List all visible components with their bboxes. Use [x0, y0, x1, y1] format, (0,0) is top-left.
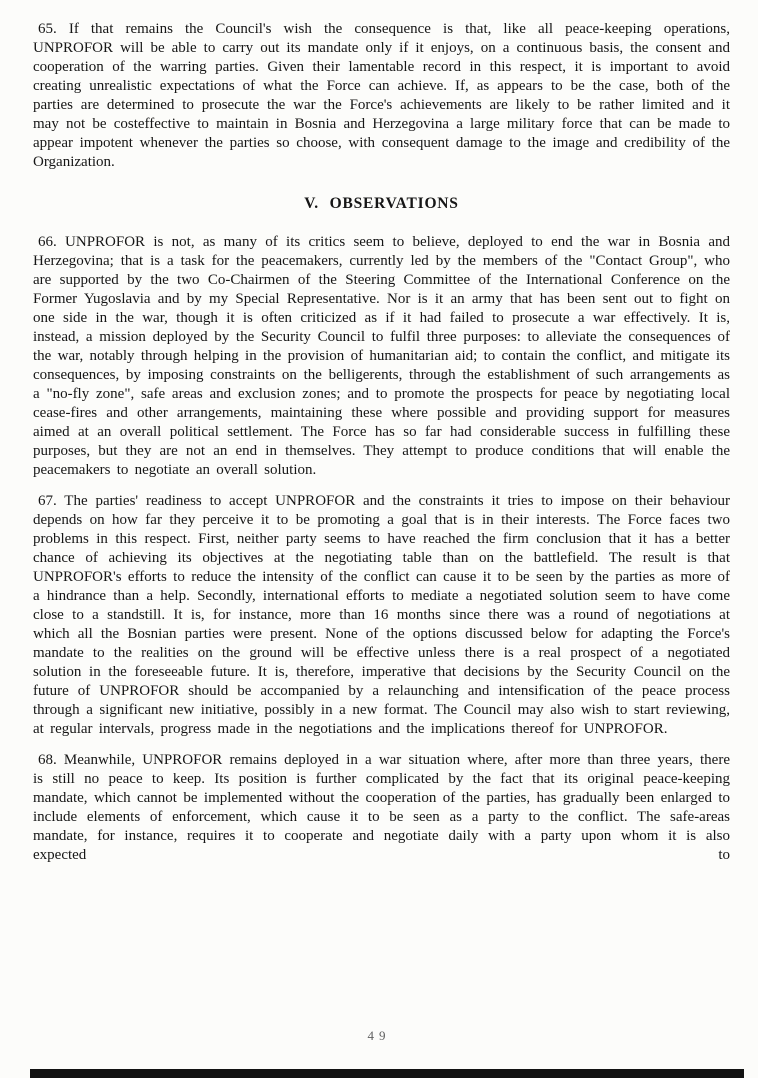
paragraph-68: 68. Meanwhile, UNPROFOR remains deployed in a war situation where, after more than three years, there is still no peace to keep. Its position is further complicated by the fact that its original peace-keeping mandate, which cannot be implemented without the cooperation of the parties, has gradually been enlarged to include elements of enforcement, which cause it to be seen as a party to the conflict. The safe-areas mandate, for instance, requires it to cooperate and negotiate daily with a party upon whom it is also expected to: [33, 752, 730, 863]
paragraph-67: 67. The parties' readiness to accept UNPROFOR and the constraints it tries to impose on their behaviour depends on how far they perceive it to be promoting a goal that is in their interests. The Force faces two problems in this respect. First, neither party seems to have reached the firm conclusion that it has a better chance of achieving its objectives at the negotiating table than on the battlefield. The result is that UNPROFOR's efforts to reduce the intensity of the conflict can cause it to be seen by the parties as more of a hindrance than a help. Secondly, international efforts to mediate a negotiated solution seem to have come close to a standstill. It is, for instance, more than 16 months since there was a round of negotiations at which all the Bosnian parties were present. None of the options discussed below for adapting the Force's mandate to the realities on the ground will be effective unless there is a real prospect of a negotiated solution in the foreseeable future. It is, therefore, imperative that decisions by the Security Council on the future of UNPROFOR should be accompanied by a relaunching and intensification of the peace process through a significant new initiative, possibly in a new format. The Council may also wish to start reviewing, at regular intervals, progress made in the negotiations and the implications thereof for UNPROFOR.: [33, 493, 730, 737]
document-body: [33, 20, 730, 877]
page-number: 49: [367, 1028, 391, 1043]
paragraph-65: 65. If that remains the Council's wish the consequence is that, like all peace-keeping operations, UNPROFOR will be able to carry out its mandate only if it enjoys, on a continuous basis, the consent and cooperation of the warring parties. Given their lamentable record in this respect, it is important to avoid creating unrealistic expectations of what the Force can achieve. If, as appears to be the case, both of the parties are determined to prosecute the war the Force's achievements are likely to be rather limited and it may not be costeffective to maintain in Bosnia and Herzegovina a large military force that can be made to appear impotent whenever the parties so choose, with consequent damage to the image and credibility of the Organization.: [33, 21, 730, 170]
scan-edge-bar: [30, 1069, 744, 1078]
paragraph-66: 66. UNPROFOR is not, as many of its critics seem to believe, deployed to end the war in Bosnia and Herzegovina; that is a task for the peacemakers, currently led by the members of the "Contact Group", who are supported by the two Co-Chairmen of the Steering Committee of the International Conference on the Former Yugoslavia and by my Special Representative. Nor is it an army that has been sent out to fight on one side in the war, though it is often criticized as if it had failed to prosecute a war effectively. It is, instead, a mission deployed by the Security Council to fulfil three purposes: to alleviate the consequences of the war, notably through helping in the provision of humanitarian aid; to contain the conflict, and mitigate its consequences, by imposing constraints on the belligerents, through the establishment of such arrangements as a "no-fly zone", safe areas and exclusion zones; and to promote the prospects for peace by negotiating local cease-fires and other arrangements, maintaining these where possible and providing support for measures aimed at an overall political settlement. The Force has so far had considerable success in fulfilling these purposes, but they are not an end in themselves. They attempt to produce conditions that will enable the peacemakers to negotiate an overall solution.: [33, 234, 730, 478]
section-heading-observations: V. OBSERVATIONS: [304, 195, 459, 212]
